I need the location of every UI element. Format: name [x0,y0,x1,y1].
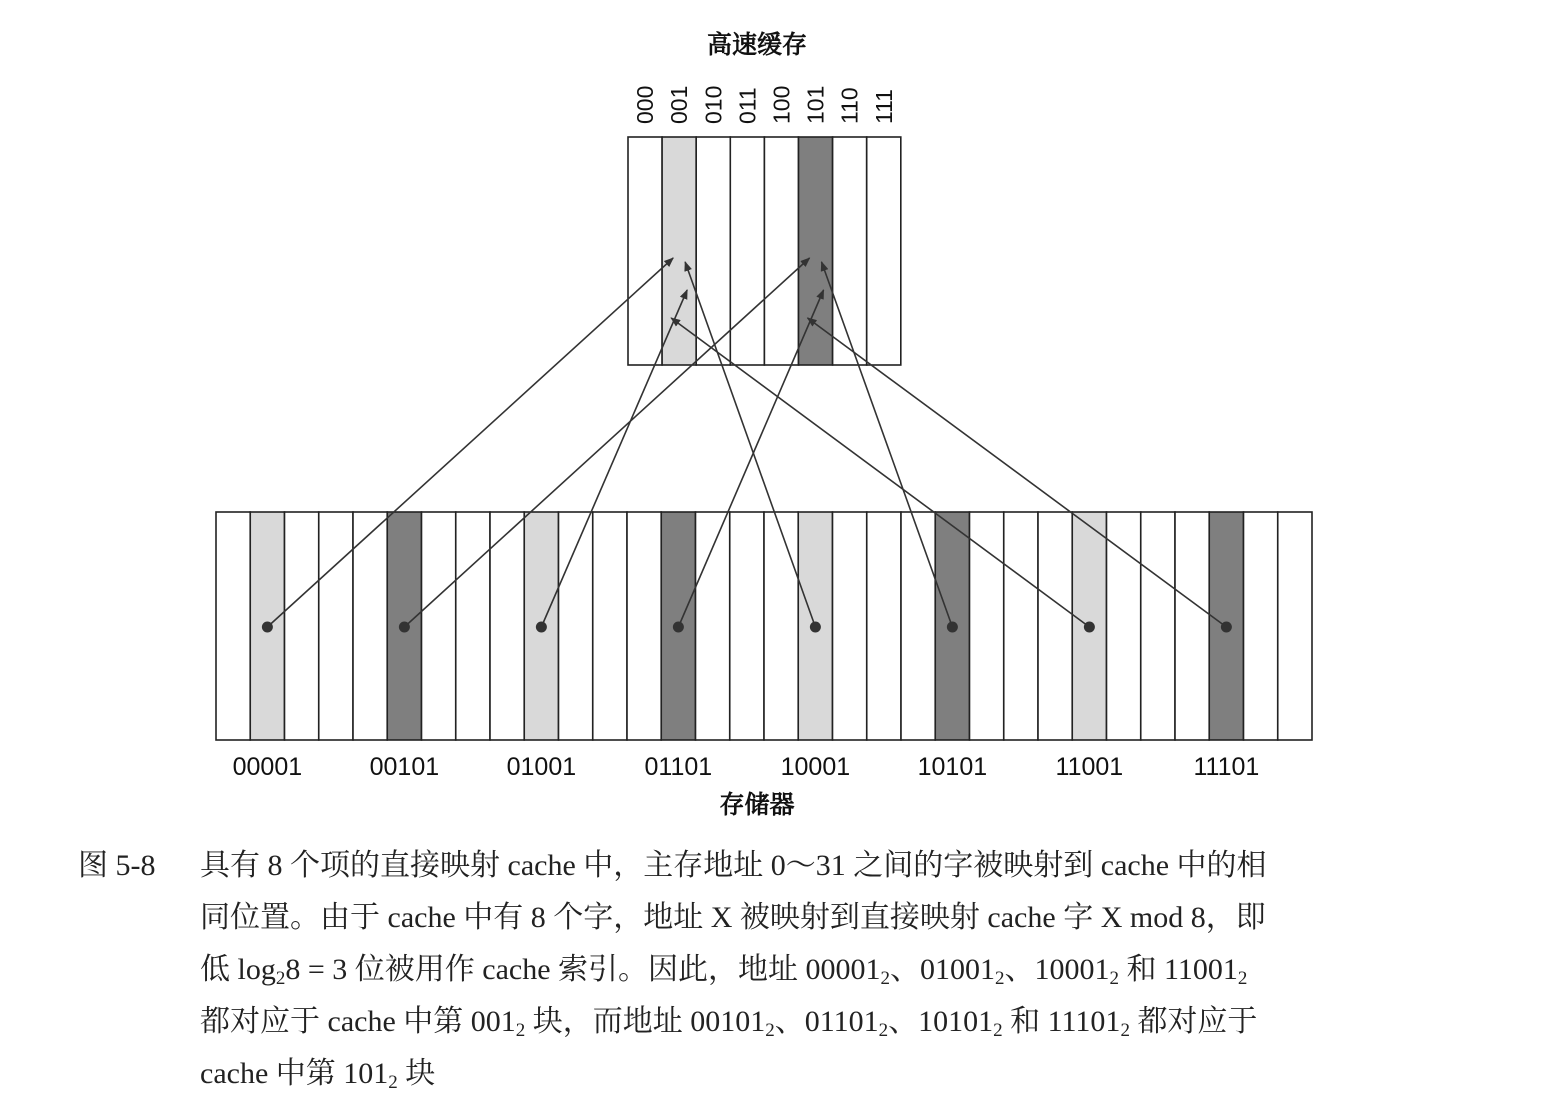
memory-address-label: 00101 [369,753,440,781]
caption-text: 都对应于 [1129,1005,1258,1038]
caption-text: 块 [397,1057,436,1090]
caption-line-2: 同位置。由于 cache 中有 8 个字，地址 X 被映射到直接映射 cache 字 X mod 8，即 [200,901,1266,934]
cache-block-110 [833,137,867,365]
cache-block-100 [764,137,798,365]
memory-blocks [216,512,1312,740]
subscript: 2 [1120,1020,1130,1041]
caption-line-3 [200,944,1468,996]
memory-block [285,512,319,740]
subscript: 2 [515,1020,526,1041]
memory-address-label: 11101 [1193,753,1260,781]
caption-text: 、10101 [888,1005,994,1038]
memory-block [216,512,250,740]
memory-address-label: 00001 [232,753,303,781]
memory-address-label: 10101 [917,753,988,781]
memory-block [1278,512,1312,740]
memory-block [593,512,627,740]
subscript: 2 [388,1072,398,1093]
memory-block [490,512,524,740]
memory-title: 存储器 [719,791,795,819]
cache-title: 高速缓存 [706,31,808,59]
subscript: 2 [1109,968,1120,989]
memory-block [867,512,901,740]
caption-text: 低 log [200,953,276,986]
mapping-dot [673,622,684,633]
memory-block [833,512,867,740]
memory-block [730,512,764,740]
memory-block [764,512,798,740]
caption-text: 、10001 [1004,953,1110,986]
caption-line-4 [200,996,1468,1048]
subscript: 2 [275,968,286,989]
cache-index-labels [632,86,897,124]
caption-text: 、01001 [890,953,996,986]
caption-text: 和 11101 [1002,1005,1121,1038]
subscript: 2 [993,1020,1003,1041]
cache-block-011 [730,137,764,365]
memory-block [1107,512,1141,740]
caption-text: 块，而地址 00101 [525,1005,766,1038]
memory-block [901,512,935,740]
mapping-dot [399,622,410,633]
mapping-dot [947,622,958,633]
figure-label: 图 5-8 [78,849,156,882]
mapping-dot [536,622,547,633]
memory-block [353,512,387,740]
caption-text: 都对应于 cache 中第 001 [200,1005,516,1038]
subscript: 2 [995,968,1005,989]
caption-line-1: 具有 8 个项的直接映射 cache 中，主存地址 0～31 之间的字被映射到 cache 中的相 [200,849,1267,882]
memory-block [456,512,490,740]
cache-index-label: 011 [734,87,761,124]
caption-text: 和 11001 [1119,953,1238,986]
subscript: 2 [878,1020,889,1041]
caption-text: 8 = 3 位被用作 cache 索引。因此，地址 00001 [285,953,881,986]
cache-block-001 [662,137,696,365]
mapping-dot [262,622,273,633]
cache-index-label: 010 [700,85,727,124]
memory-block [1244,512,1278,740]
subscript: 2 [1237,968,1248,989]
memory-block [1004,512,1038,740]
cache-block-000 [628,137,662,365]
memory-address-labels [233,753,1260,781]
caption-body [200,840,1468,1100]
cache-block-010 [696,137,730,365]
subscript: 2 [880,968,891,989]
mapping-dot [1084,622,1095,633]
memory-block [1038,512,1072,740]
cache-block-111 [867,137,901,365]
memory-block [627,512,661,740]
memory-address-label: 01101 [644,753,713,781]
memory-block [422,512,456,740]
cache-index-label: 111 [870,89,897,124]
mapping-dot [1221,622,1232,633]
memory-block [970,512,1004,740]
memory-address-label: 01001 [506,753,577,781]
memory-address-label: 11001 [1055,753,1124,781]
cache-block-101 [799,137,833,365]
cache-index-label: 101 [802,85,829,124]
cache-index-label: 001 [666,85,693,124]
mapping-dot [810,622,821,633]
caption-text: cache 中第 101 [200,1057,389,1090]
memory-block [319,512,353,740]
cache-index-label: 110 [836,87,863,124]
cache-index-label: 000 [632,85,659,124]
cache-index-label: 100 [768,85,795,124]
memory-block [1175,512,1209,740]
memory-block [1141,512,1175,740]
caption-text: 、01101 [774,1005,879,1038]
caption-line-5 [200,1048,1468,1100]
memory-address-label: 10001 [780,753,851,781]
subscript: 2 [765,1020,775,1041]
